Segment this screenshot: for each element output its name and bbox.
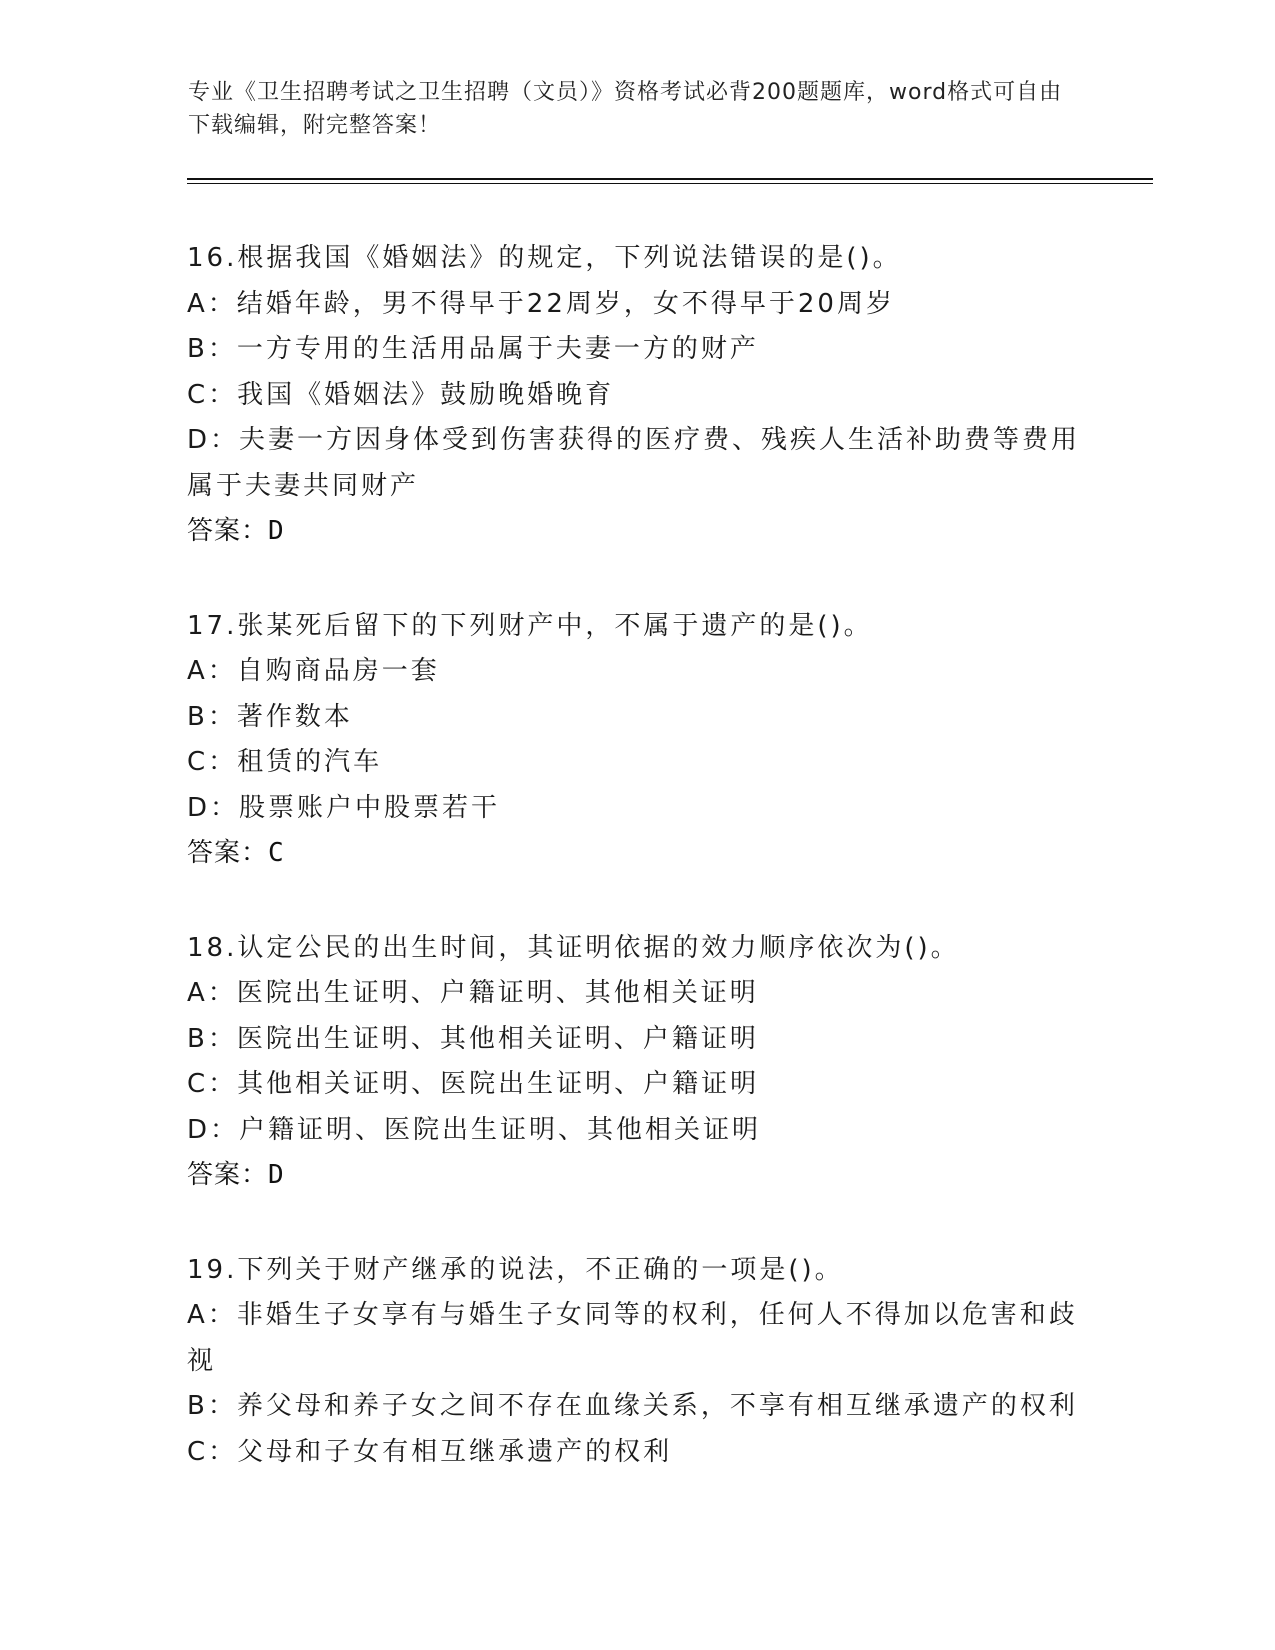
question-17	[187, 604, 1087, 877]
option-a: A：自购商品房一套	[187, 656, 440, 686]
answer-line: 答案：C	[187, 838, 285, 868]
answer-line: 答案：D	[187, 516, 285, 546]
option-b: B：医院出生证明、其他相关证明、户籍证明	[187, 1023, 759, 1054]
question-19	[187, 1248, 1087, 1476]
option-c: C：父母和子女有相互继承遗产的权利	[187, 1436, 673, 1467]
answer-line: 答案：D	[187, 1160, 285, 1190]
question-stem: 18.认定公民的出生时间，其证明依据的效力顺序依次为()。	[187, 932, 960, 963]
option-b: B：著作数本	[187, 701, 353, 732]
question-18	[187, 926, 1087, 1199]
question-stem: 16.根据我国《婚姻法》的规定，下列说法错误的是()。	[187, 243, 902, 273]
option-c: C：我国《婚姻法》鼓励晚婚晚育	[187, 379, 615, 410]
question-16	[187, 236, 1087, 555]
option-c: C：其他相关证明、医院出生证明、户籍证明	[187, 1069, 760, 1099]
header-divider-thick	[187, 178, 1153, 180]
question-stem: 19.下列关于财产继承的说法，不正确的一项是()。	[187, 1254, 844, 1285]
header-divider-thin	[187, 183, 1153, 184]
option-d: D：股票账户中股票若干	[187, 792, 501, 823]
document-header: 专业《卫生招聘考试之卫生招聘（文员）》资格考试必背200题题库，word格式可自由下载编辑，附完整答案！	[188, 80, 1063, 138]
option-d: D：户籍证明、医院出生证明、其他相关证明	[187, 1114, 762, 1145]
option-b: B：一方专用的生活用品属于夫妻一方的财产	[187, 334, 759, 364]
option-a: A：医院出生证明、户籍证明、其他相关证明	[187, 978, 759, 1008]
option-d: D：夫妻一方因身体受到伤害获得的医疗费、残疾人生活补助费等费用属于夫妻共同财产	[187, 425, 1081, 501]
option-a: A：结婚年龄，男不得早于22周岁，女不得早于20周岁	[187, 288, 895, 319]
option-c: C：租赁的汽车	[187, 747, 383, 777]
option-b: B：养父母和养子女之间不存在血缘关系，不享有相互继承遗产的权利	[187, 1391, 1078, 1421]
question-stem: 17.张某死后留下的下列财产中，不属于遗产的是()。	[187, 610, 873, 641]
question-list	[187, 236, 1087, 1475]
option-a: A：非婚生子女享有与婚生子女同等的权利，任何人不得加以危害和歧视	[187, 1300, 1078, 1376]
